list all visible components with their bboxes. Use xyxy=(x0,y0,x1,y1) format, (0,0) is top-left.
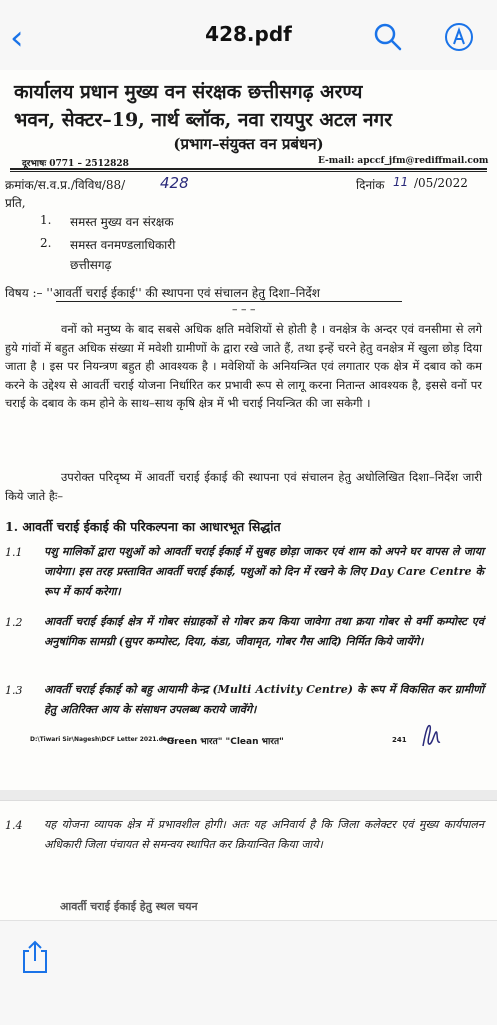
subject-line: विषय :– ''आवर्ती चराई ईकाई'' की स्थापना एवं संचालन हेतु दिशा–निर्देश xyxy=(5,286,320,300)
footer-slogan: "Green भारत" "Clean भारत" xyxy=(162,737,284,747)
search-icon[interactable] xyxy=(373,22,403,52)
reference-number: क्रमांक/स.व.प्र./विविध/88/ xyxy=(5,178,126,192)
next-point-heading: आवर्ती चराई ईकाई हेतु स्थल चयन xyxy=(60,900,198,913)
pdf-page-1[interactable] xyxy=(0,70,497,790)
header-rule xyxy=(10,168,487,170)
recipient-label: प्रति, xyxy=(5,196,26,210)
chevron-left-icon[interactable]: ‹ xyxy=(10,18,24,58)
point-number: 1.4 xyxy=(5,819,23,832)
point-text: आवर्ती चराई ईकाई क्षेत्र में गोबर संग्राहकों से गोबर क्रय किया जावेगा तथा क्रया गोबर से वर्मी कम्पोस्ट एवं अनुषांगिक सामग्री (सुपर कम्पोस्ट, दिया, कंडा, जीवामृत, गोबर गैस आदि) निर्मित किये जायेंगे। xyxy=(44,615,484,648)
point-number: 1.3 xyxy=(5,684,23,697)
recipient-number: 2. xyxy=(40,236,52,250)
recipient-text: समस्त वनमण्डलाधिकारी xyxy=(70,238,176,252)
body-paragraph-2: उपरोक्त परिदृष्य में आवर्ती चराई ईकाई की स्थापना एवं संचालन हेतु अधोलिखित दिशा–निर्देश जारी किये जाते हैः– xyxy=(5,470,482,503)
date-handwritten: 11 xyxy=(393,175,409,189)
point-number: 1.1 xyxy=(5,546,23,559)
document-title: 428.pdf xyxy=(205,22,292,46)
signature-initials xyxy=(420,720,444,750)
point-number: 1.2 xyxy=(5,616,23,629)
share-icon[interactable] xyxy=(20,939,50,975)
viewer-toolbar xyxy=(0,0,497,71)
division-heading: (प्रभाग–संयुक्त वन प्रबंधन) xyxy=(173,135,324,153)
phone-number: दूरभाषः 0771 – 2512828 xyxy=(22,159,129,169)
footer-file-path: D:\Tiwari Sir\Nagesh\DCF Letter 2021.docx xyxy=(30,736,175,743)
point-text: यह योजना व्यापक क्षेत्र में प्रभावशील होगी। अतः यह अनिवार्य है कि जिला कलेक्टर एवं मुख्य कार्यपालन अधिकारी जिला पंचायत से समन्वय स्थापित कर क्रियान्वित किया जाये। xyxy=(44,818,484,851)
body-paragraph-1: वनों को मनुष्य के बाद सबसे अधिक क्षति मवेशियों से होती है । वनक्षेत्र के अन्दर एवं वनसीमा से लगे हुये गांवों में बहुत अधिक संख्या में मवेशी ग्रामीणों के द्वारा रखे जाते हैं, तथा इन्हें चरने हेतु वनक्षेत्र में खुला छोड़ दिया जाता है । इस पर नियन्त्रण बहुत ही आवश्यक है । मवेशियों के अनियन्त्रित एवं लगातार एक क्षेत्र में दबाव को कम करने के उद्देश्य से आवर्ती चराई योजना निर्धारित कर प्रभावी रूप से लागू करना नितान्त आवश्यक है, इससे वनों पर चराई के दबाव के कम होने के साथ–साथ कृषि क्षेत्र में भी चराई नियन्त्रित की जा सकेगी । xyxy=(5,322,482,410)
page-gap xyxy=(0,790,497,800)
subject-underline xyxy=(56,301,402,302)
date-rest: /05/2022 xyxy=(414,176,468,190)
section-heading-1: 1. आवर्ती चराई ईकाई की परिकल्पना का आधारभूत सिद्धांत xyxy=(5,519,281,534)
office-heading-line1: कार्यालय प्रधान मुख्य वन संरक्षक छत्तीसगढ़ अरण्य xyxy=(14,81,363,103)
recipient-text: समस्त मुख्य वन संरक्षक xyxy=(70,215,174,229)
subject-separator: – – – xyxy=(232,303,256,316)
pdf-page-2[interactable] xyxy=(0,800,497,921)
reference-handwritten: 428 xyxy=(160,174,189,192)
recipient-number: 1. xyxy=(40,213,52,227)
viewer-bottom-toolbar xyxy=(0,920,497,1025)
email-address: E-mail: apccf_jfm@rediffmail.com xyxy=(318,156,489,166)
header-rule-thin xyxy=(10,171,487,172)
recipient-state: छत्तीसगढ़ xyxy=(70,258,112,272)
point-text: आवर्ती चराई ईकाई को बहु आयामी केन्द्र (Multi Activity Centre) के रूप में विकसित कर ग्रामीणों हेतु अतिरिक्त आय के संसाधन उपलब्ध कराये जावेंगे। xyxy=(44,683,484,716)
date-label: दिनांक xyxy=(356,178,385,192)
markup-icon[interactable] xyxy=(444,22,474,52)
footer-page-number: 241 xyxy=(392,736,407,744)
point-text: पशु मालिकों द्वारा पशुओं को आवर्ती चराई ईकाई में सुबह छोड़ा जाकर एवं शाम को अपने घर वापस ले जाया जायेगा। इस तरह प्रस्तावित आवर्ती चराई ईकाई, पशुओं को दिन में रखने के लिए Day Care Centre के रूप में कार्य करेगा। xyxy=(44,545,484,598)
office-heading-line2: भवन, सेक्टर–19, नार्थ ब्लॉक, नवा रायपुर अटल नगर xyxy=(14,109,392,131)
